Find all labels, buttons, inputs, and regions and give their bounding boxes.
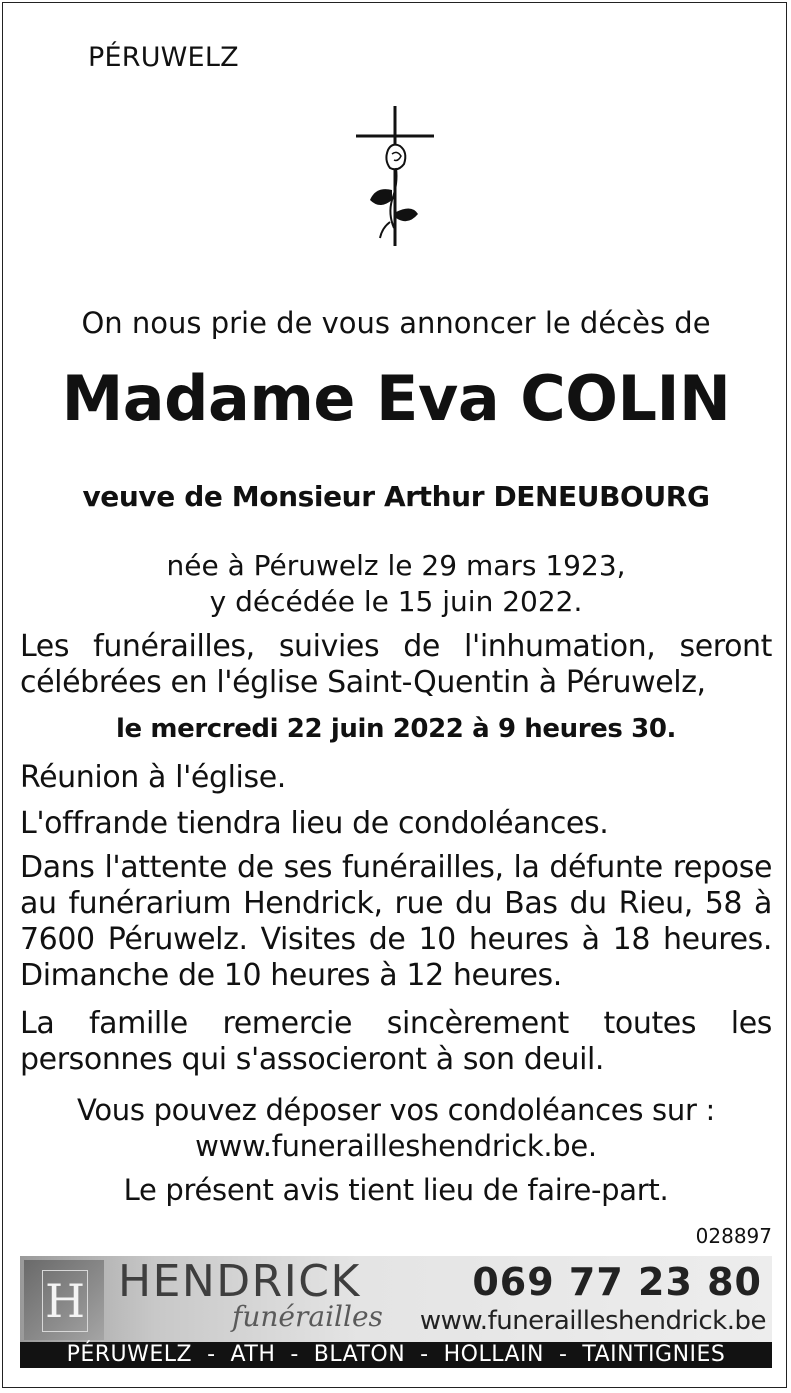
deceased-name: Madame Eva COLIN (61, 362, 731, 435)
widow-line: veuve de Monsieur Arthur DENEUBOURG (82, 480, 710, 513)
intro-text: On nous prie de vous annoncer le décès de (81, 306, 711, 340)
condolences-line: Vous pouvez déposer vos condoléances sur : (77, 1093, 715, 1127)
reference-number: 028897 (695, 1224, 772, 1248)
banner-website: www.funerailleshendrick.be (419, 1306, 766, 1336)
viewing-paragraph: Dans l'attente de ses funérailles, la défunte repose au funérarium Hendrick, rue du Bas du Rieu, 58 à 7600 Péruwelz. Visites de 10 heures à 18 heures. (20, 850, 772, 957)
meeting-line: Réunion à l'église. (20, 760, 286, 795)
condolences-website: www.funerailleshendrick.be. (195, 1129, 597, 1163)
cross-with-rose-icon (352, 104, 438, 250)
sunday-hours-line: Dimanche de 10 heures à 12 heures. (20, 958, 562, 993)
phone-number: 069 77 23 80 (472, 1260, 762, 1304)
funeral-home-banner (20, 1256, 772, 1342)
towns-strip: PÉRUWELZ - ATH - BLATON - HOLLAIN - TAINTIGNIES (20, 1342, 772, 1368)
thanks-paragraph: La famille remercie sincèrement toutes les personnes qui s'associeront à son deuil. (20, 1006, 772, 1077)
offering-line: L'offrande tiendra lieu de condoléances. (20, 806, 609, 841)
funeral-paragraph: Les funérailles, suivies de l'inhumation, seront célébrées en l'église Saint-Quentin à Péruwelz, (20, 629, 772, 700)
brand-name: HENDRICK (118, 1256, 361, 1307)
birth-line: née à Péruwelz le 29 mars 1923, (166, 549, 626, 582)
death-line: y décédée le 15 juin 2022. (209, 585, 583, 618)
faire-part-line: Le présent avis tient lieu de faire-part. (123, 1173, 669, 1207)
town-heading: PÉRUWELZ (88, 42, 239, 73)
birth-death-block (20, 548, 772, 620)
funeral-date: le mercredi 22 juin 2022 à 9 heures 30. (116, 714, 676, 744)
brand-subtitle: funérailles (232, 1300, 383, 1333)
funeral-home-logo (24, 1260, 104, 1340)
logo-letter: H (42, 1270, 88, 1332)
